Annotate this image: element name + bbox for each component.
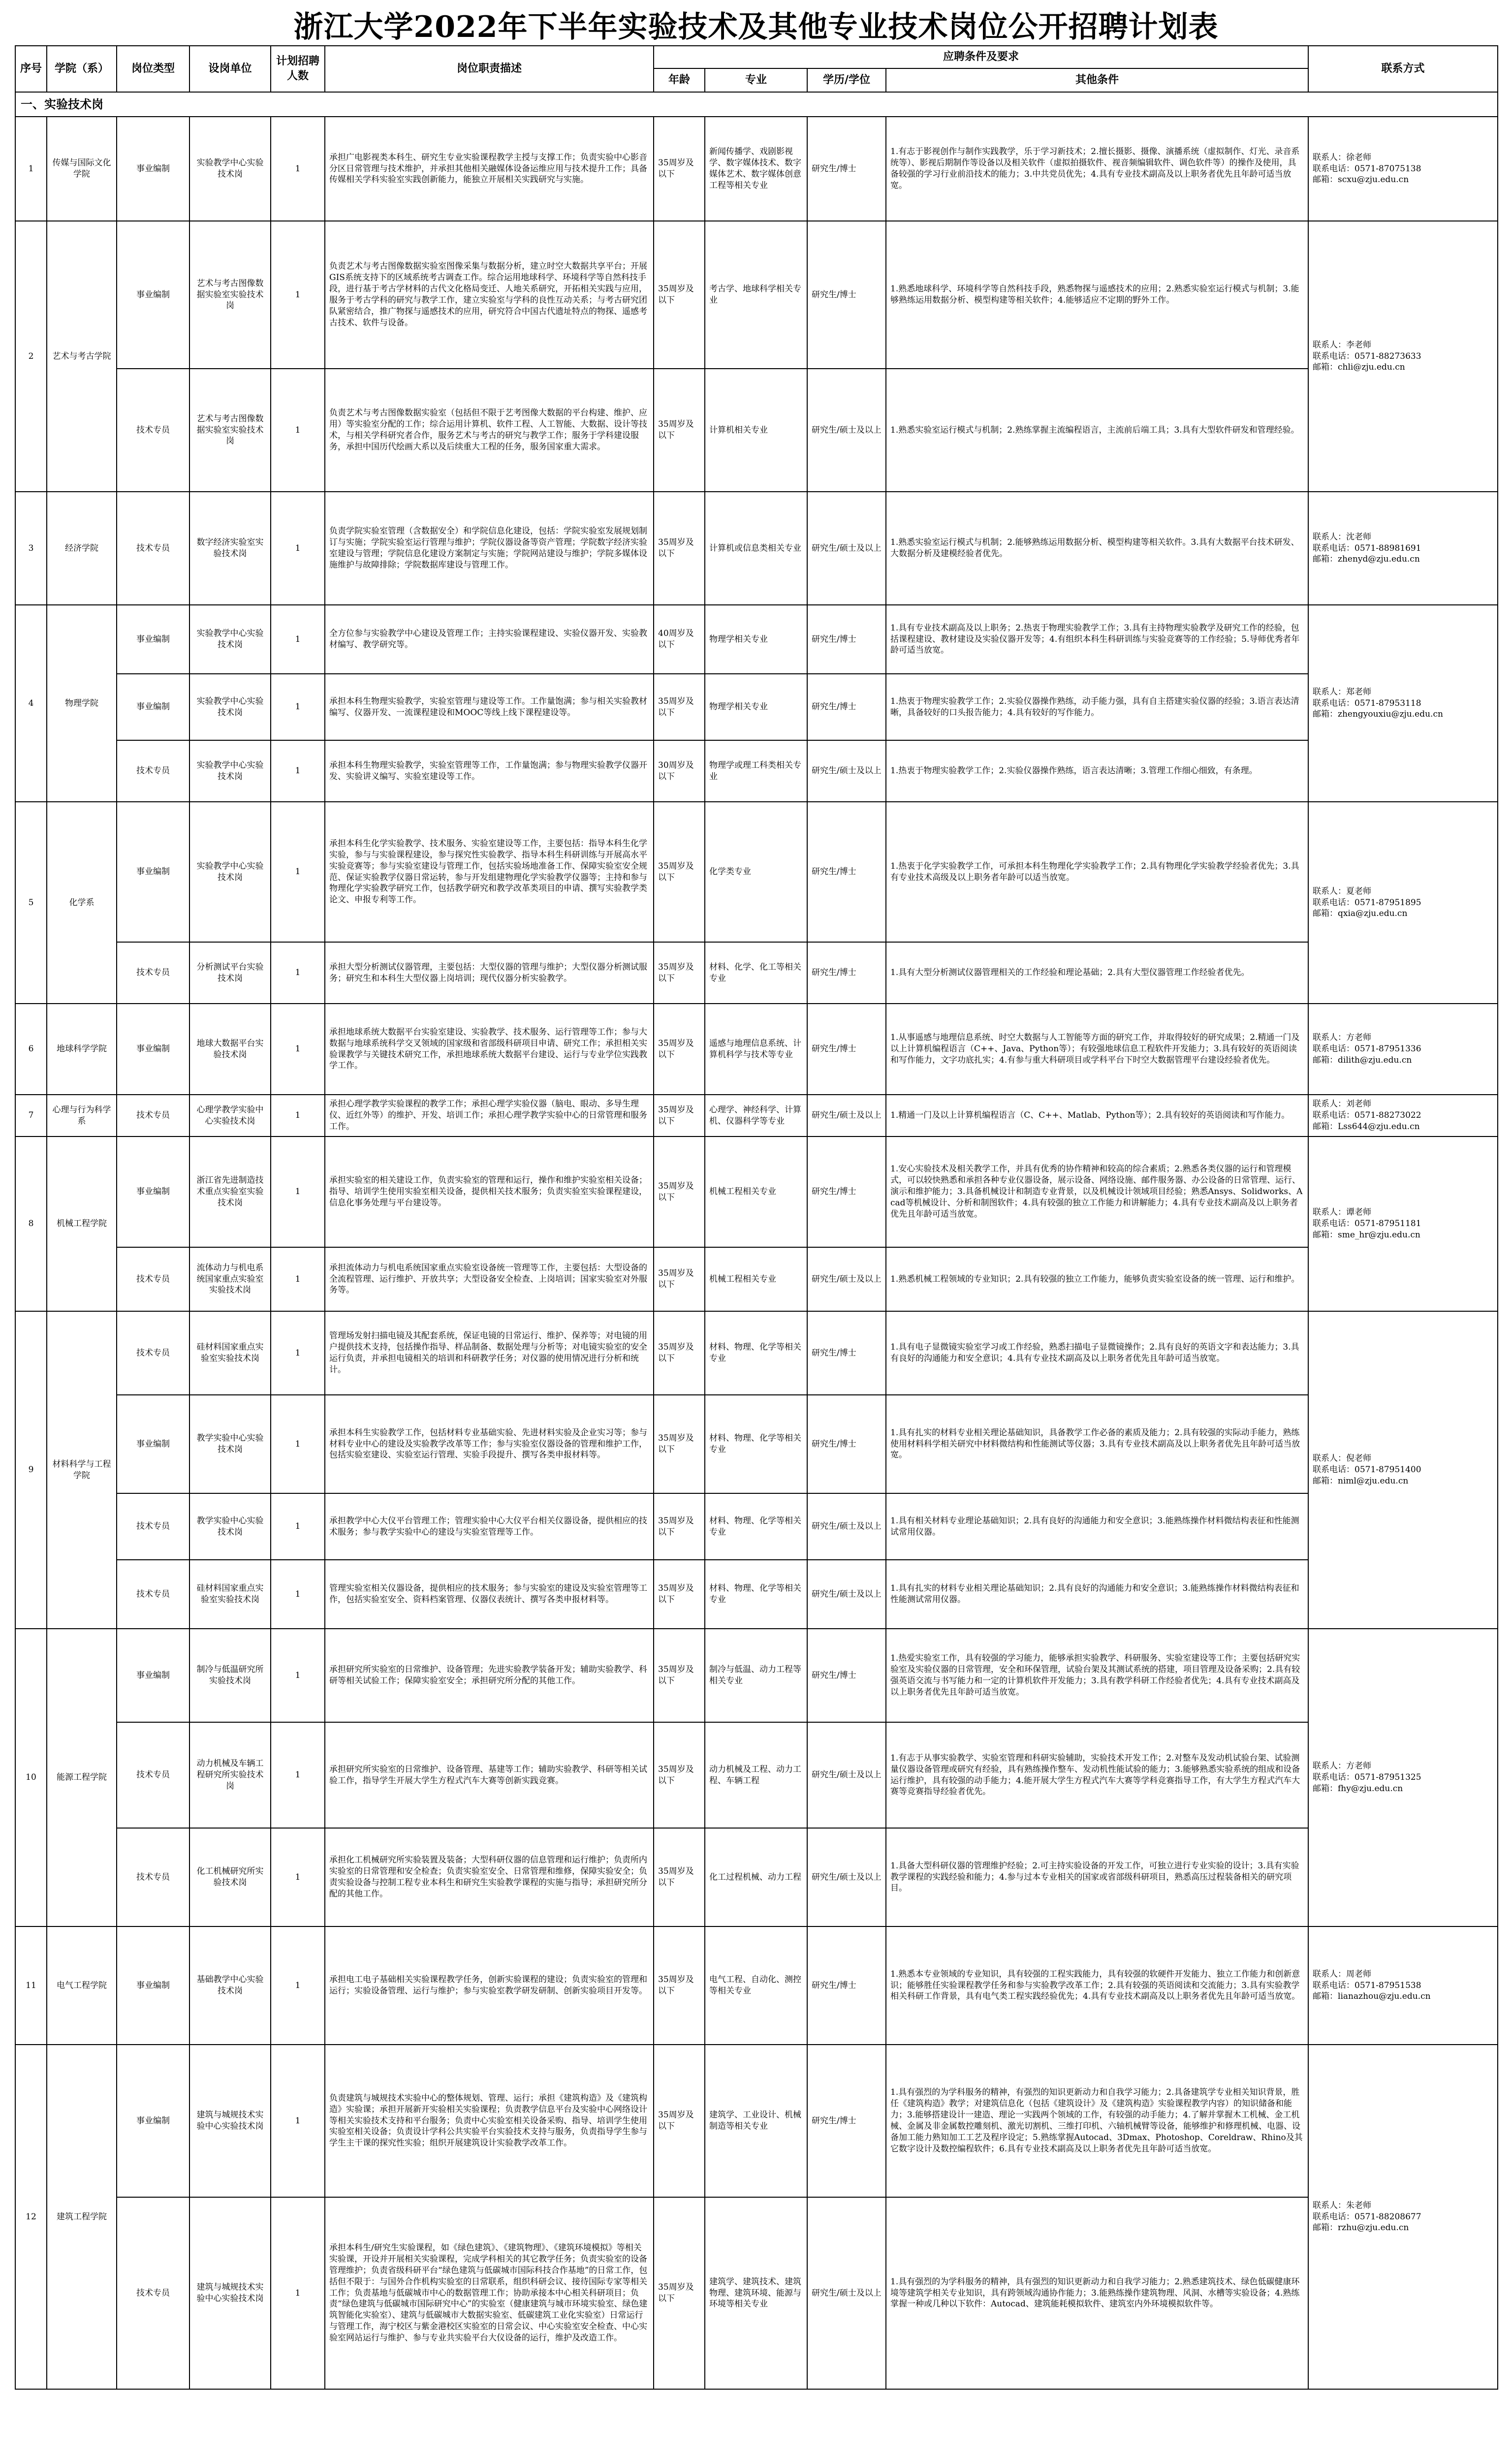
- table-row: [15, 605, 1498, 674]
- cell-post-type: 技术专员: [117, 1828, 189, 1926]
- cell-seq: 1: [15, 117, 47, 221]
- cell-contact: 联系人：方老师 联系电话：0571-87951325 邮箱：fhy@zju.edu.cn: [1308, 1629, 1498, 1926]
- cell-other: 1.具有扎实的材料专业相关理论基础知识，具备教学工作必备的素质及能力；2.具有较强的实际动手能力，熟练使用材料科学相关研究中材料微结构和性能测试等仪器；3.具有专业技术副高及以上职务者优先且年龄可适当放宽。: [886, 1395, 1308, 1493]
- cell-plan: 1: [271, 802, 325, 942]
- cell-contact: 联系人：方老师 联系电话：0571-87951336 邮箱：dilith@zju.edu.cn: [1308, 1004, 1498, 1095]
- cell-age: 35周岁及以下: [654, 802, 705, 942]
- cell-duty: 承担地球系统大数据平台实验室建设、实验教学、技术服务、运行管理等工作；参与大数据与地球系统科学交叉领域的国家级和省部级科研项目申请、研究工作；承担相关实验课教学与关键技术研究工作，承担地球系统大数据平台建设、运行与专业学位实践教学工作。: [325, 1004, 654, 1095]
- cell-major: 材料、物理、化学等相关专业: [705, 1311, 807, 1395]
- cell-age: 35周岁及以下: [654, 2197, 705, 2389]
- section-row: [15, 92, 1498, 117]
- cell-plan: 1: [271, 1828, 325, 1926]
- cell-unit: 建筑与城规技术实验中心实验技术岗: [189, 2197, 271, 2389]
- cell-post-type: 事业编制: [117, 1004, 189, 1095]
- cell-plan: 1: [271, 2197, 325, 2389]
- table-row: [15, 1722, 1498, 1828]
- cell-other: 1.具有相关材料专业理论基础知识；2.具有良好的沟通能力和安全意识；3.能熟练操作材料微结构表征和性能测试常用仪器。: [886, 1493, 1308, 1560]
- header-plan: 计划招聘人数: [271, 46, 325, 92]
- cell-duty: 负责艺术与考古图像数据实验室（包括但不限于艺考图像大数据的平台构建、维护、应用）等实验室分配的工作；综合运用计算机、软件工程、人工智能、大数据、设计等技术，与相关学科研究者合作，服务艺术与考古的研究与教学工作；服务于学科建设服务，承担中国历代绘画大系以及后续重大工程的任务，服务国家重大需求。: [325, 369, 654, 492]
- cell-major: 制冷与低温、动力工程等相关专业: [705, 1629, 807, 1722]
- table-row: [15, 1828, 1498, 1926]
- cell-college: 能源工程学院: [47, 1629, 117, 1926]
- cell-major: 化学类专业: [705, 802, 807, 942]
- cell-major: 动力机械及工程、动力工程、车辆工程: [705, 1722, 807, 1828]
- cell-contact: 联系人：徐老师 联系电话：0571-87075138 邮箱：scxu@zju.edu.cn: [1308, 117, 1498, 221]
- cell-degree: 研究生/硕士及以上: [807, 740, 886, 802]
- table-row: [15, 1247, 1498, 1311]
- cell-age: 35周岁及以下: [654, 1004, 705, 1095]
- cell-other: 1.具备大型科研仪器的管理维护经验；2.可主持实验设备的开发工作，可独立进行专业实验的设计；3.具有实验教学课程的实践经验和能力；4.参与过本专业相关的国家或省部级科研项目，熟悉高压过程装备相关的研究项目。: [886, 1828, 1308, 1926]
- table-row: [15, 1493, 1498, 1560]
- cell-college: 地球科学学院: [47, 1004, 117, 1095]
- cell-duty: 承担本科生/研究生实验课程，如《绿色建筑》、《建筑物理》、《建筑环境模拟》等相关实验课，开设并开展相关实验课程，完成学科相关的其它教学任务；负责实验室的设备管理维护；负责省级科研平台“绿色建筑与低碳城市国际科技合作基地”的日常工作，包括但不限于：与国外合作机构实验室的日常联系，组织科研会议、接待国际专家等相关工作；负责基地与低碳城市中心的数据管理工作；协助承接本中心相关科研项目；负责“绿色建筑与低碳城市国际研究中心”的实验室（健康建筑与城市环境实验室、绿色建筑智能化实验室）、建筑与低碳城市大数据实验室、低碳建筑工业化实验室）日常运行与管理工作，海宁校区与紫金港校区实验室的日常会议、中心实验室安全检查、中心实验室网站运行与维护、参与专业共实验平台大仪设备的运行，维护及改造工作。: [325, 2197, 654, 2389]
- cell-unit: 地球大数据平台实验技术岗: [189, 1004, 271, 1095]
- cell-duty: 承担广电影视类本科生、研究生专业实验课程教学主授与支撑工作；负责实验中心影音分区日常管理与技术维护，并承担其他相关融媒体设备运维应用与技术提升工作；具备传媒相关学科实验室实践创新能力，能独立开展相关实践研究与实施。: [325, 117, 654, 221]
- cell-degree: 研究生/硕士及以上: [807, 1560, 886, 1629]
- cell-unit: 实验教学中心实验技术岗: [189, 117, 271, 221]
- cell-age: 35周岁及以下: [654, 1560, 705, 1629]
- table-row: [15, 1926, 1498, 2045]
- cell-major: 考古学、地球科学相关专业: [705, 221, 807, 369]
- cell-major: 心理学、神经科学、计算机、仪器科学等专业: [705, 1095, 807, 1136]
- cell-other: 1.热爱实验室工作，具有较强的学习能力，能够承担实验教学、科研服务、实验室建设等工作；主要包括研究实验室及实验仪器的日常管理，安全和环保管理，试验台架及其测试系统的搭建，项目管理及设备采购；2.具有较强英语交流与书写能力和一定的计算机软件开发能力；3.具有教学科研工作经验者优先；4.具有专业技术副高及以上职务者优先且年龄可适当放宽。: [886, 1629, 1308, 1722]
- cell-degree: 研究生/博士: [807, 1629, 886, 1722]
- cell-post-type: 事业编制: [117, 802, 189, 942]
- cell-duty: 承担本科生物理实验教学，实验室管理与建设等工作。工作量饱满；参与相关实验教材编写、仪器开发、一流课程建设和MOOC等线上线下课程建设等。: [325, 674, 654, 740]
- cell-age: 35周岁及以下: [654, 1136, 705, 1247]
- cell-other: 1.从事遥感与地理信息系统、时空大数据与人工智能等方面的研究工作，并取得较好的研究成果；2.精通一门及以上计算机编程语言（C++、Java、Python等）；有较强地球信息工程软件开发能力；3.具有较好的英语阅读和写作能力，文字功底扎实；4.有参与重大科研项目或学科平台下时空大数据管理平台建设经验者优先。: [886, 1004, 1308, 1095]
- cell-post-type: 事业编制: [117, 674, 189, 740]
- cell-major: 计算机相关专业: [705, 369, 807, 492]
- cell-age: 35周岁及以下: [654, 1311, 705, 1395]
- cell-major: 材料、物理、化学等相关专业: [705, 1395, 807, 1493]
- cell-college: 经济学院: [47, 492, 117, 605]
- cell-contact: 联系人：李老师 联系电话：0571-88273633 邮箱：chli@zju.edu.cn: [1308, 221, 1498, 492]
- cell-contact: 联系人：倪老师 联系电话：0571-87951400 邮箱：niml@zju.edu.cn: [1308, 1311, 1498, 1629]
- cell-plan: 1: [271, 1247, 325, 1311]
- cell-post-type: 事业编制: [117, 605, 189, 674]
- cell-duty: 负责学院实验室管理（含数据安全）和学院信息化建设，包括：学院实验室发展规划制订与实施；学院实验室运行管理与维护；学院仪器设备等资产管理；学院数字经济实验室建设与管理；学院信息化建设方案制定与实施；学院网站建设与维护；学院多媒体设施维护与故障排除；学院数据库建设与管理工作。: [325, 492, 654, 605]
- cell-degree: 研究生/博士: [807, 1311, 886, 1395]
- cell-duty: 承担本科生化学实验教学、技术服务、实验室建设等工作，主要包括：指导本科生化学实验，参与与实验课程建设，参与探究性实验教学、指导本科生科研训练与开展高水平实验竞赛等；参与实验室建设与管理工作，包括实验场地准备工作、保障实验室安全规范、保证实验教学仪器日常运转，参与开发组建物理化学实验教学仪器等；主持和参与物理化学实验教学研究工作，包括教学研究和教学改革类项目的申请、撰写实验教学类论文、申报专利等工作。: [325, 802, 654, 942]
- cell-unit: 教学实验中心实验技术岗: [189, 1395, 271, 1493]
- table-row: [15, 1560, 1498, 1629]
- cell-major: 计算机或信息类相关专业: [705, 492, 807, 605]
- header-major: 专业: [705, 68, 807, 92]
- cell-seq: 4: [15, 605, 47, 802]
- cell-contact: 联系人：沈老师 联系电话：0571-88981691 邮箱：zhenyd@zju.edu.cn: [1308, 492, 1498, 605]
- cell-other: 1.安心实验技术及相关教学工作，并具有优秀的协作精神和较高的综合素质；2.熟悉各类仪器的运行和管理模式，可以较快熟悉和承担各种专业仪器设备，展示设备、网络设施、邮件服务器、办公设备的日常管理、运行、演示和维护能力；3.具备机械设计和制造专业背景，以及机械设计领域项目经验；熟悉Ansys、Solidworks、Acad等机械设计、分析和制图软件；4.具有较强的独立工作能力和讲解能力；4.具有专业技术副高及以上职务者优先且年龄可适当放宽。: [886, 1136, 1308, 1247]
- table-row: [15, 740, 1498, 802]
- header-requirements: 应聘条件及要求: [654, 46, 1308, 68]
- cell-other: 1.具有强烈的为学科服务的精神，有强烈的知识更新动力和自我学习能力；2.具备建筑学专业相关知识背景，胜任《建筑构造》教学；对建筑信息化（包括《建筑设计》及《建筑构造》实验课程教学内容）的知识储备和能力；3.能够搭建设计一建造、理论一实践两个领域的工作，有较强的动手能力；4.了解并掌握木工机械、金工机械、金属及非金属数控雕刻机、激光切割机、三维打印机、六轴机械臂等设备，能够维护和修理机械、电器、设备加工能力熟知加工工艺及程序设定；5.熟练掌握Autocad、3Dmax、Photoshop、Coreldraw、Rhino及其它数字设计及数控编程软件；6.具有专业技术副高及以上职务者优先且年龄可适当放宽。: [886, 2045, 1308, 2197]
- cell-degree: 研究生/硕士及以上: [807, 1722, 886, 1828]
- cell-major: 机械工程相关专业: [705, 1136, 807, 1247]
- cell-college: 电气工程学院: [47, 1926, 117, 2045]
- table-row: [15, 492, 1498, 605]
- cell-duty: 承担本科生实验教学工作，包括材料专业基础实验、先进材料实验及企业实习等；参与材料专业中心的建设及实验教学改革等工作；参与实验室仪器设备的管理和维护工作，包括实验室建设、实验室运行管理、实验手段提升、撰写各类申报材料等。: [325, 1395, 654, 1493]
- cell-seq: 7: [15, 1095, 47, 1136]
- header-contact: 联系方式: [1308, 46, 1498, 92]
- cell-unit: 基础教学中心实验技术岗: [189, 1926, 271, 2045]
- cell-college: 建筑工程学院: [47, 2045, 117, 2389]
- cell-degree: 研究生/博士: [807, 1926, 886, 2045]
- cell-unit: 制冷与低温研究所实验技术岗: [189, 1629, 271, 1722]
- header-other: 其他条件: [886, 68, 1308, 92]
- table-row: [15, 1311, 1498, 1395]
- cell-major: 材料、物理、化学等相关专业: [705, 1560, 807, 1629]
- cell-major: 遥感与地理信息系统、计算机科学与技术等专业: [705, 1004, 807, 1095]
- table-row: [15, 117, 1498, 221]
- cell-degree: 研究生/硕士及以上: [807, 1828, 886, 1926]
- cell-seq: 9: [15, 1311, 47, 1629]
- section-title: 一、实验技术岗: [15, 92, 1498, 117]
- cell-plan: 1: [271, 369, 325, 492]
- cell-post-type: 事业编制: [117, 1395, 189, 1493]
- cell-age: 35周岁及以下: [654, 117, 705, 221]
- cell-age: 35周岁及以下: [654, 1722, 705, 1828]
- cell-degree: 研究生/博士: [807, 117, 886, 221]
- cell-plan: 1: [271, 1629, 325, 1722]
- page-title: 浙江大学2022年下半年实验技术及其他专业技术岗位公开招聘计划表: [293, 10, 1219, 44]
- cell-age: 35周岁及以下: [654, 674, 705, 740]
- table-row: [15, 221, 1498, 369]
- cell-degree: 研究生/博士: [807, 221, 886, 369]
- cell-other: 1.具有专业技术副高及以上职务；2.热衷于物理实验教学工作；3.具有主持物理实验教学及研究工作的经验，包括课程建设、教材建设及实验仪器开发等；4.有组织本科生科研训练与实验竞赛等的工作经验；5.导师优秀者年龄可适当放宽。: [886, 605, 1308, 674]
- cell-college: 传媒与国际文化学院: [47, 117, 117, 221]
- cell-age: 30周岁及以下: [654, 740, 705, 802]
- cell-plan: 1: [271, 1311, 325, 1395]
- cell-degree: 研究生/博士: [807, 942, 886, 1004]
- cell-unit: 教学实验中心实验技术岗: [189, 1493, 271, 1560]
- cell-plan: 1: [271, 740, 325, 802]
- cell-duty: 管理场发射扫描电镜及其配套系统，保证电镜的日常运行、维护、保养等；对电镜的用户提供技术支持，包括操作指导、样品制备、数据处理与分析等；对电镜实验室的安全运行负责，并承担电镜相关的培训和科研教学任务；对仪器的使用情况进行分析和统计。: [325, 1311, 654, 1395]
- cell-degree: 研究生/博士: [807, 1004, 886, 1095]
- cell-seq: 5: [15, 802, 47, 1004]
- table-row: [15, 802, 1498, 942]
- cell-plan: 1: [271, 1004, 325, 1095]
- header-post-type: 岗位类型: [117, 46, 189, 92]
- cell-unit: 艺术与考古图像数据实验室实验技术岗: [189, 221, 271, 369]
- cell-post-type: 事业编制: [117, 221, 189, 369]
- cell-other: 1.热衷于化学实验教学工作，可承担本科生物理化学实验教学工作；2.具有物理化学实验教学经验者优先；3.具有专业技术高级及以上职务者年龄可以适当放宽。: [886, 802, 1308, 942]
- cell-major: 材料、物理、化学等相关专业: [705, 1493, 807, 1560]
- cell-other: 1.有志于影视创作与制作实践教学，乐于学习新技术；2.擅长摄影、摄像、演播系统（虚拟制作、灯光、录音系统等）、影视后期制作等设备以及相关软件（虚拟拍摄软件、视音频编辑软件、调色软件等）的操作及使用，具备较强的学习行业前沿技术的能力；3.中共党员优先；4.具有专业技术副高及以上职务者优先且年龄可适当放宽。: [886, 117, 1308, 221]
- cell-contact: 联系人：刘老师 联系电话：0571-88273022 邮箱：Lss644@zju.edu.cn: [1308, 1095, 1498, 1136]
- cell-college: 材料科学与工程学院: [47, 1311, 117, 1629]
- cell-unit: 浙江省先进制造技术重点实验室实验技术岗: [189, 1136, 271, 1247]
- cell-degree: 研究生/硕士及以上: [807, 1095, 886, 1136]
- cell-plan: 1: [271, 492, 325, 605]
- cell-unit: 数字经济实验室实验技术岗: [189, 492, 271, 605]
- header-college: 学院（系）: [47, 46, 117, 92]
- cell-age: 35周岁及以下: [654, 1828, 705, 1926]
- cell-seq: 10: [15, 1629, 47, 1926]
- cell-age: 35周岁及以下: [654, 1629, 705, 1722]
- cell-unit: 实验教学中心实验技术岗: [189, 740, 271, 802]
- cell-degree: 研究生/博士: [807, 802, 886, 942]
- cell-post-type: 技术专员: [117, 1095, 189, 1136]
- cell-age: 35周岁及以下: [654, 942, 705, 1004]
- cell-unit: 动力机械及车辆工程研究所实验技术岗: [189, 1722, 271, 1828]
- cell-degree: 研究生/博士: [807, 605, 886, 674]
- cell-post-type: 技术专员: [117, 1493, 189, 1560]
- cell-plan: 1: [271, 1722, 325, 1828]
- cell-other: 1.有志于从事实验教学、实验室管理和科研实验辅助，实验技术开发工作；2.对整车及发动机试验台架、试验测量仪器设备管理或研究有经验，具有熟练操作整车、发动机性能试验的能力；3.能够熟悉实验系统的组成和设备运行维护，具有较强的动手能力；4.能开展大学生方程式汽车大赛等学科竞赛指导工作，有大学生方程式汽车大赛等竞赛指导经验者优先。: [886, 1722, 1308, 1828]
- cell-major: 建筑学、工业设计、机械制造等相关专业: [705, 2045, 807, 2197]
- cell-major: 化工过程机械、动力工程: [705, 1828, 807, 1926]
- cell-age: 35周岁及以下: [654, 1395, 705, 1493]
- cell-post-type: 事业编制: [117, 1629, 189, 1722]
- cell-other: 1.精通一门及以上计算机编程语言（C、C++、Matlab、Python等）；2.具有较好的英语阅读和写作能力。: [886, 1095, 1308, 1136]
- cell-duty: 全方位参与实验教学中心建设及管理工作；主持实验课程建设、实验仪器开发、实验教材编写、教学研究等。: [325, 605, 654, 674]
- cell-duty: 承担电工电子基础相关实验课程教学任务，创新实验课程的建设；负责实验室的管理和运行；实验设备管理、运行与维护；参与实验室教学研发研制、创新实验项目开发等。: [325, 1926, 654, 2045]
- header-degree: 学历/学位: [807, 68, 886, 92]
- cell-major: 建筑学、建筑技术、建筑物理、建筑环境、能源与环境等相关专业: [705, 2197, 807, 2389]
- cell-major: 物理学相关专业: [705, 674, 807, 740]
- table-row: [15, 2045, 1498, 2197]
- cell-college: 物理学院: [47, 605, 117, 802]
- cell-plan: 1: [271, 674, 325, 740]
- cell-post-type: 技术专员: [117, 942, 189, 1004]
- cell-contact: 联系人：周老师 联系电话：0571-87951538 邮箱：lianazhou@zju.edu.cn: [1308, 1926, 1498, 2045]
- cell-age: 35周岁及以下: [654, 1247, 705, 1311]
- cell-other: 1.热衷于物理实验教学工作；2.实验仪器操作熟练，语言表达清晰；3.管理工作细心细致，有条理。: [886, 740, 1308, 802]
- cell-duty: 管理实验室相关仪器设备，提供相应的技术服务；参与实验室的建设及实验室管理等工作，包括实验室安全、资料档案管理、仪器仪表统计、撰写各类申报材料等。: [325, 1560, 654, 1629]
- cell-major: 电气工程、自动化、测控等相关专业: [705, 1926, 807, 2045]
- cell-plan: 1: [271, 1395, 325, 1493]
- cell-duty: 负责艺术与考古图像数据实验室图像采集与数据分析，建立时空大数据共享平台；开展GIS系统支持下的区域系统考古调查工作。综合运用地球科学、环境科学等自然科技手段，进行基于考古学材料的古代文化格局变迁、人地关系研究，开拓相关实践与应用，服务于考古学科的研究与教学工作，建立实验室与学科的良性互动关系；与考古研究团队紧密结合，推广物探与遥感技术的应用，研究符合中国古代遗址特点的物探、遥感考古技术、软件与设备。: [325, 221, 654, 369]
- cell-seq: 3: [15, 492, 47, 605]
- cell-plan: 1: [271, 1493, 325, 1560]
- cell-duty: 承担教学中心大仪平台管理工作；管理实验中心大仪平台相关仪器设备，提供相应的技术服务；参与教学实验中心的建设与实验室管理等工作。: [325, 1493, 654, 1560]
- cell-college: 机械工程学院: [47, 1136, 117, 1311]
- cell-duty: 承担化工机械研究所实验装置及装备；大型科研仪器的信息管理和运行维护；负责所内实验室的日常管理和安全检查；负责实验室安全、日常管理和维修，保障实验安全；负责实验设备与控制工程专业本科生和研究生实验教学课程的实施与指导；承担研究所分配的其他工作。: [325, 1828, 654, 1926]
- cell-post-type: 技术专员: [117, 369, 189, 492]
- cell-college: 心理与行为科学系: [47, 1095, 117, 1136]
- cell-major: 新闻传播学、戏剧影视学、数字媒体技术、数字媒体艺术、数字媒体创意工程等相关专业: [705, 117, 807, 221]
- cell-post-type: 技术专员: [117, 1247, 189, 1311]
- table-row: [15, 1395, 1498, 1493]
- cell-age: 35周岁及以下: [654, 2045, 705, 2197]
- table-row: [15, 674, 1498, 740]
- cell-post-type: 事业编制: [117, 2045, 189, 2197]
- cell-plan: 1: [271, 605, 325, 674]
- cell-degree: 研究生/博士: [807, 2045, 886, 2197]
- cell-plan: 1: [271, 1136, 325, 1247]
- cell-plan: 1: [271, 1560, 325, 1629]
- cell-unit: 实验教学中心实验技术岗: [189, 674, 271, 740]
- header-duty: 岗位职责描述: [325, 46, 654, 92]
- header-age: 年龄: [654, 68, 705, 92]
- cell-plan: 1: [271, 1926, 325, 2045]
- table-row: [15, 1629, 1498, 1722]
- cell-post-type: 事业编制: [117, 1136, 189, 1247]
- cell-age: 35周岁及以下: [654, 492, 705, 605]
- cell-plan: 1: [271, 221, 325, 369]
- cell-other: 1.具有强烈的为学科服务的精神，具有强烈的知识更新动力和自我学习能力；2.熟悉建筑技术、绿色低碳健康环境等建筑学相关专业知识，具有跨领域沟通协作能力；3.能熟练操作建筑物理、风洞、水槽等实验设备；4.熟练掌握一种或几种以下软件：Autocad、建筑能耗模拟软件、建筑室内外环境模拟软件等。: [886, 2197, 1308, 2389]
- cell-degree: 研究生/博士: [807, 1136, 886, 1247]
- cell-post-type: 技术专员: [117, 492, 189, 605]
- cell-unit: 分析测试平台实验技术岗: [189, 942, 271, 1004]
- cell-duty: 承担研究所实验室的日常维护、设备管理；先进实验教学装备开发；辅助实验教学、科研等相关试验工作；保障实验室安全；承担研究所分配的其他工作。: [325, 1629, 654, 1722]
- cell-age: 35周岁及以下: [654, 1095, 705, 1136]
- cell-post-type: 技术专员: [117, 1311, 189, 1395]
- cell-college: 化学系: [47, 802, 117, 1004]
- cell-degree: 研究生/硕士及以上: [807, 369, 886, 492]
- cell-unit: 艺术与考古图像数据实验室实验技术岗: [189, 369, 271, 492]
- cell-degree: 研究生/博士: [807, 1395, 886, 1493]
- cell-age: 40周岁及以下: [654, 605, 705, 674]
- cell-duty: 承担流体动力与机电系统国家重点实验室设备统一管理等工作，主要包括：大型设备的全流程管理、运行维护、开放共享；大型设备安全检查、上岗培训；国家实验室对外服务等。: [325, 1247, 654, 1311]
- cell-seq: 6: [15, 1004, 47, 1095]
- cell-contact: 联系人：夏老师 联系电话：0571-87951895 邮箱：qxia@zju.edu.cn: [1308, 802, 1498, 1004]
- cell-duty: 承担研究所实验室的日常维护、设备管理、基建等工作；辅助实验教学、科研等相关试验工作，指导学生开展大学生方程式汽车大赛等创新实践竞赛。: [325, 1722, 654, 1828]
- cell-duty: 承担本科生物理实验教学，实验室管理等工作，工作量饱满；参与物理实验教学仪器开发、实验讲义编写、实验室建设等工作。: [325, 740, 654, 802]
- cell-duty: 承担大型分析测试仪器管理，主要包括：大型仪器的管理与维护；大型仪器分析测试服务；研究生和本科生大型仪器上岗培训；现代仪器分析实验教学。: [325, 942, 654, 1004]
- cell-other: 1.熟悉地球科学、环境科学等自然科技手段，熟悉物探与遥感技术的应用；2.熟悉实验室运行模式与机制；3.能够熟练运用数据分析、模型构建等相关软件；4.能够适应不定期的野外工作。: [886, 221, 1308, 369]
- cell-other: 1.具有大型分析测试仪器管理相关的工作经验和理论基础；2.具有大型仪器管理工作经验者优先。: [886, 942, 1308, 1004]
- cell-age: 35周岁及以下: [654, 221, 705, 369]
- cell-age: 35周岁及以下: [654, 1493, 705, 1560]
- header-unit: 设岗单位: [189, 46, 271, 92]
- cell-other: 1.具有扎实的材料专业相关理论基础知识；2.具有良好的沟通能力和安全意识；3.能熟练操作材料微结构表征和性能测试常用仪器。: [886, 1560, 1308, 1629]
- table-body: [15, 92, 1498, 2389]
- cell-other: 1.熟悉实验室运行模式与机制；2.熟练掌握主流编程语言，主流前后端工具；3.具有大型软件研发和管理经验。: [886, 369, 1308, 492]
- cell-contact: 联系人：郑老师 联系电话：0571-87953118 邮箱：zhengyouxiu@zju.edu.cn: [1308, 605, 1498, 802]
- cell-other: 1.熟悉机械工程领域的专业知识；2.具有较强的独立工作能力，能够负责实验室设备的统一管理、运行和维护。: [886, 1247, 1308, 1311]
- cell-unit: 心理学教学实验中心实验技术岗: [189, 1095, 271, 1136]
- cell-unit: 流体动力与机电系统国家重点实验室实验技术岗: [189, 1247, 271, 1311]
- cell-seq: 12: [15, 2045, 47, 2389]
- table-row: [15, 369, 1498, 492]
- cell-plan: 1: [271, 942, 325, 1004]
- cell-degree: 研究生/硕士及以上: [807, 2197, 886, 2389]
- cell-seq: 2: [15, 221, 47, 492]
- cell-college: 艺术与考古学院: [47, 221, 117, 492]
- cell-other: 1.热衷于物理实验教学工作；2.实验仪器操作熟练，动手能力强，具有自主搭建实验仪器的经验；3.语言表达清晰，具备较好的口头报告能力；4.具有较好的写作能力。: [886, 674, 1308, 740]
- cell-seq: 11: [15, 1926, 47, 2045]
- cell-unit: 硅材料国家重点实验室实验技术岗: [189, 1311, 271, 1395]
- cell-plan: 1: [271, 1095, 325, 1136]
- cell-major: 物理学相关专业: [705, 605, 807, 674]
- cell-duty: 承担心理学教学实验课程的教学工作；承担心理学实验仪器（脑电、眼动、多导生理仪、近红外等）的维护、开发、培训工作；承担心理学教学实验中心的日常管理和服务工作。: [325, 1095, 654, 1136]
- cell-unit: 化工机械研究所实验技术岗: [189, 1828, 271, 1926]
- cell-major: 材料、化学、化工等相关专业: [705, 942, 807, 1004]
- page: [15, 0, 1497, 2390]
- cell-unit: 硅材料国家重点实验室实验技术岗: [189, 1560, 271, 1629]
- cell-unit: 建筑与城规技术实验中心实验技术岗: [189, 2045, 271, 2197]
- cell-degree: 研究生/硕士及以上: [807, 1493, 886, 1560]
- cell-post-type: 技术专员: [117, 1722, 189, 1828]
- cell-unit: 实验教学中心实验技术岗: [189, 605, 271, 674]
- cell-degree: 研究生/硕士及以上: [807, 492, 886, 605]
- cell-duty: 承担实验室的相关建设工作，负责实验室的管理和运行，操作和维护实验室相关设备；指导、培训学生使用实验室相关设备，提供相关技术服务；负责实验室实验课程建设，信息化事务处理与平台建设等。: [325, 1136, 654, 1247]
- cell-unit: 实验教学中心实验技术岗: [189, 802, 271, 942]
- cell-duty: 负责建筑与城规技术实验中心的整体规划、管理、运行；承担《建筑构造》及《建筑构造》实验课；承担开展新开实验相关实验课程；负责教学信息平台及实验中心网络设计等相关实验技术支持和平台服务；负责中心实验室相关设备采购、指导、培训学生使用实验室相关设备；负责设计学科公共实验平台实验技术支持与服务，负责指导学生参与学生主干课的探究性实验；组织开展建筑设计实验教学改革工作。: [325, 2045, 654, 2197]
- table-row: [15, 942, 1498, 1004]
- table-row: [15, 2197, 1498, 2389]
- cell-contact: 联系人：朱老师 联系电话：0571-88208677 邮箱：rzhu@zju.edu.cn: [1308, 2045, 1498, 2389]
- cell-plan: 1: [271, 117, 325, 221]
- cell-post-type: 技术专员: [117, 740, 189, 802]
- table-header: [15, 46, 1498, 92]
- cell-degree: 研究生/博士: [807, 674, 886, 740]
- cell-major: 物理学或理工科类相关专业: [705, 740, 807, 802]
- table-row: [15, 1095, 1498, 1136]
- table-row: [15, 1004, 1498, 1095]
- cell-post-type: 技术专员: [117, 1560, 189, 1629]
- cell-other: 1.熟悉本专业领域的专业知识，具有较强的工程实践能力，具有较强的软硬件开发能力、独立工作能力和创新意识；能够胜任实验课程教学任务和参与实验教学改革工作；2.具有较强的英语阅读和交流能力；3.具有实验教学相关科研工作背景，具有电气类工程实践经验优先；4.具有专业技术副高及以上职务者优先且年龄可适当放宽。: [886, 1926, 1308, 2045]
- cell-post-type: 事业编制: [117, 117, 189, 221]
- cell-plan: 1: [271, 2045, 325, 2197]
- cell-major: 机械工程相关专业: [705, 1247, 807, 1311]
- cell-other: 1.具有电子显微镜实验室学习或工作经验，熟悉扫描电子显微镜操作；2.具有良好的英语文字和表达能力；3.具有良好的沟通能力和安全意识；4.具有专业技术副高及以上职务者优先且年龄可适当放宽。: [886, 1311, 1308, 1395]
- cell-other: 1.熟悉实验室运行模式与机制；2.能够熟练运用数据分析、模型构建等相关软件。3.具有大数据平台技术研发、大数据分析及建模经验者优先。: [886, 492, 1308, 605]
- cell-age: 35周岁及以下: [654, 369, 705, 492]
- recruitment-table: [15, 45, 1498, 2390]
- cell-degree: 研究生/硕士及以上: [807, 1247, 886, 1311]
- cell-post-type: 事业编制: [117, 1926, 189, 2045]
- table-row: [15, 1136, 1498, 1247]
- cell-age: 35周岁及以下: [654, 1926, 705, 2045]
- cell-post-type: 技术专员: [117, 2197, 189, 2389]
- header-seq: 序号: [15, 46, 47, 92]
- cell-contact: 联系人：谭老师 联系电话：0571-87951181 邮箱：sme_hr@zju.edu.cn: [1308, 1136, 1498, 1311]
- cell-seq: 8: [15, 1136, 47, 1311]
